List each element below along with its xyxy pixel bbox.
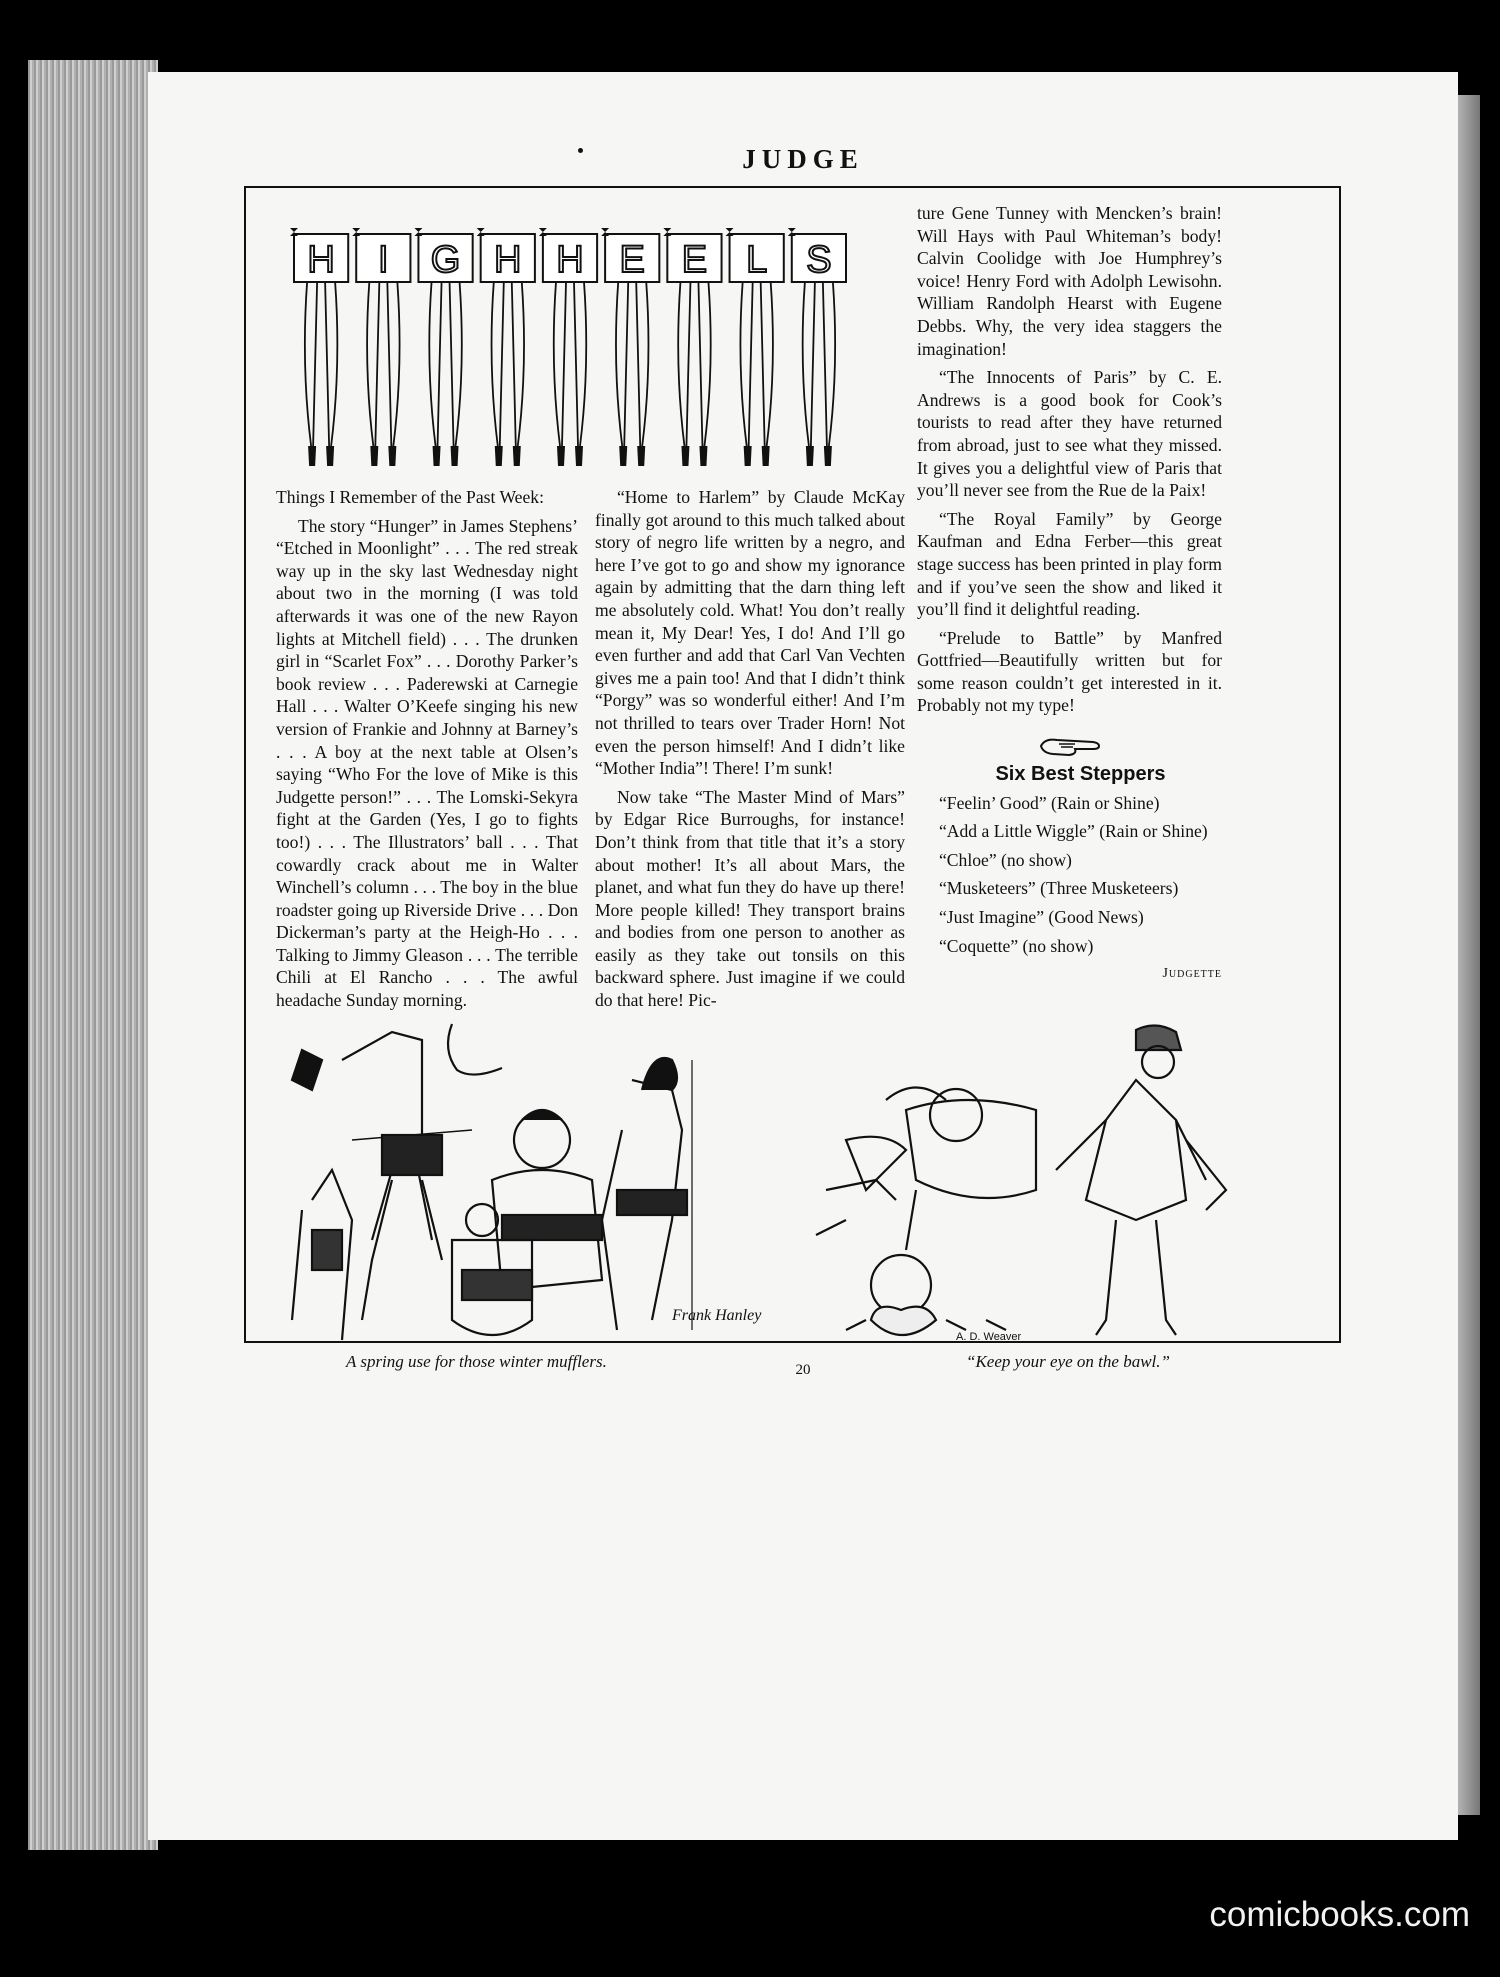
magazine-page — [148, 72, 1458, 1840]
left-cartoon-caption: A spring use for those winter mufflers. — [346, 1352, 607, 1371]
svg-text:S: S — [806, 239, 832, 281]
banner-letter-e — [663, 228, 721, 466]
svg-text:L: L — [746, 239, 768, 281]
column-paragraph: “Prelude to Battle” by Manfred Gottfried—Beautifully written but for some reason couldn’t get interested in it. Probably not my type! — [917, 627, 1222, 716]
signature: Judgette — [1162, 966, 1222, 982]
banner-letter-h — [477, 228, 535, 466]
column-paragraph: “The Innocents of Paris” by C. E. Andrews is a good book for Cook’s tourists to read after they have returned from abroad, just to see what they missed. It gives you a delightful view of Paris that you’ll never see from the Rue de la Paix! — [917, 367, 1222, 501]
watermark: comicbooks.com — [1209, 1895, 1470, 1934]
stepper-item: “Just Imagine” (Good News) — [939, 907, 1144, 928]
high-heels-banner — [290, 216, 850, 478]
column-paragraph: “Home to Harlem” by Claude McKay finally got around to this much talked about story of negro life written by a negro, and here I’ve got to go and show my ignorance again by admitting that the darn thing left me absolutely cold. What! You don’t really mean it, My Dear! Yes, I do! And I’ll go even further and add that Carl Van Vechten gives me a pain too! And that I didn’t think “Porgy” was so wonderful either! And I’m not thrilled to tears over Trader Horn! Not even the person himself! And I didn’t like “Mother India”! There! I’m sunk! — [595, 487, 905, 779]
banner-letter-h — [539, 228, 597, 466]
column-paragraph: The story “Hunger” in James Stephens’ “Etched in Moonlight” . . . The red streak way up in the sky last Wednesday night about two in the morning (I was told afterwards it was one of the new Rayon lights at Mitchell field) . . . The drunken girl in “Scarlet Fox” . . . Dorothy Parker’s book review . . . Paderewski at Carnegie Hall . . . Walter O’Keefe singing his new version of Frankie and Johnny at Barney’s . . . A boy at the next table at Olsen’s saying “Who For the love of Mike is this Judgette person!” . . . The Lomski-Sekyra fight at the Garden (Yes, I go to fights too!) . . . The Illustrators’ ball . . . That cowardly crack about me in Walter Winchell’s column . . . The boy in the blue roadster going up Riverside Drive . . . Don Dickerman’s party at the Heigh-Ho . . . Talking to Jimmy Gleason . . . The terrible Chili at El Rancho . . . The awful headache Sunday morning. — [276, 515, 578, 1011]
column-paragraph: “The Royal Family” by George Kaufman and Edna Ferber—this great stage success has been printed in play form and if you’ve seen the show and liked it you’ll find it delightful reading. — [917, 508, 1222, 620]
right-cartoon-caption: “Keep your eye on the bawl.” — [966, 1352, 1170, 1371]
banner-letter-i — [352, 228, 410, 466]
svg-text:H: H — [307, 239, 335, 281]
svg-text:I: I — [378, 239, 389, 281]
page-number: 20 — [795, 1362, 811, 1378]
svg-text:G: G — [430, 239, 461, 281]
svg-text:H: H — [556, 239, 584, 281]
column-one — [276, 486, 578, 1018]
column-paragraph: Now take “The Master Mind of Mars” by Edgar Rice Burroughs, for instance! Don’t think from that title that it’s a story about mother! It’s all about Mars, the planet, and what fun they do have up there! More people killed! They transport brains and bodies from one person to another as easily as they take out tonsils on this backward sphere. Just imagine if we could do that here! Pic- — [595, 786, 905, 1011]
stepper-item: “Musketeers” (Three Musketeers) — [939, 878, 1179, 899]
baby-cartoon — [806, 1020, 1316, 1350]
pointing-hand-icon — [1035, 733, 1105, 759]
column-three — [917, 202, 1222, 992]
banner-letter-g — [414, 228, 472, 466]
running-head: JUDGE — [742, 144, 864, 174]
banner-letter-l — [726, 228, 784, 466]
column-intro: Things I Remember of the Past Week: — [276, 487, 544, 507]
stepper-item: “Add a Little Wiggle” (Rain or Shine) — [939, 821, 1208, 842]
column-two — [595, 486, 905, 1018]
svg-text:E: E — [619, 239, 645, 281]
artist-signature-right: A. D. Weaver — [956, 1331, 1022, 1343]
book-cover-edge — [1455, 95, 1480, 1815]
column-paragraph: ture Gene Tunney with Mencken’s brain! Will Hays with Paul Whiteman’s body! Calvin Coolidge with Joe Humphrey’s voice! Henry Ford with Adolph Lewisohn. William Randolph Hearst with Eugene Debbs. Why, the very idea staggers the imagination! — [917, 203, 1222, 359]
stepper-item: “Coquette” (no show) — [939, 935, 1094, 956]
steppers-heading: Six Best Steppers — [995, 763, 1166, 786]
stepper-item: “Feelin’ Good” (Rain or Shine) — [939, 792, 1160, 813]
mufflers-cartoon — [272, 1020, 772, 1350]
stepper-item: “Chloe” (no show) — [939, 849, 1072, 870]
book-page-edges — [28, 60, 158, 1850]
svg-text:H: H — [494, 239, 522, 281]
banner-letter-s — [788, 228, 846, 466]
banner-letter-e — [601, 228, 659, 466]
artist-signature-left: Frank Hanley — [672, 1307, 762, 1324]
banner-letter-h — [290, 228, 348, 466]
svg-text:E: E — [681, 239, 708, 281]
